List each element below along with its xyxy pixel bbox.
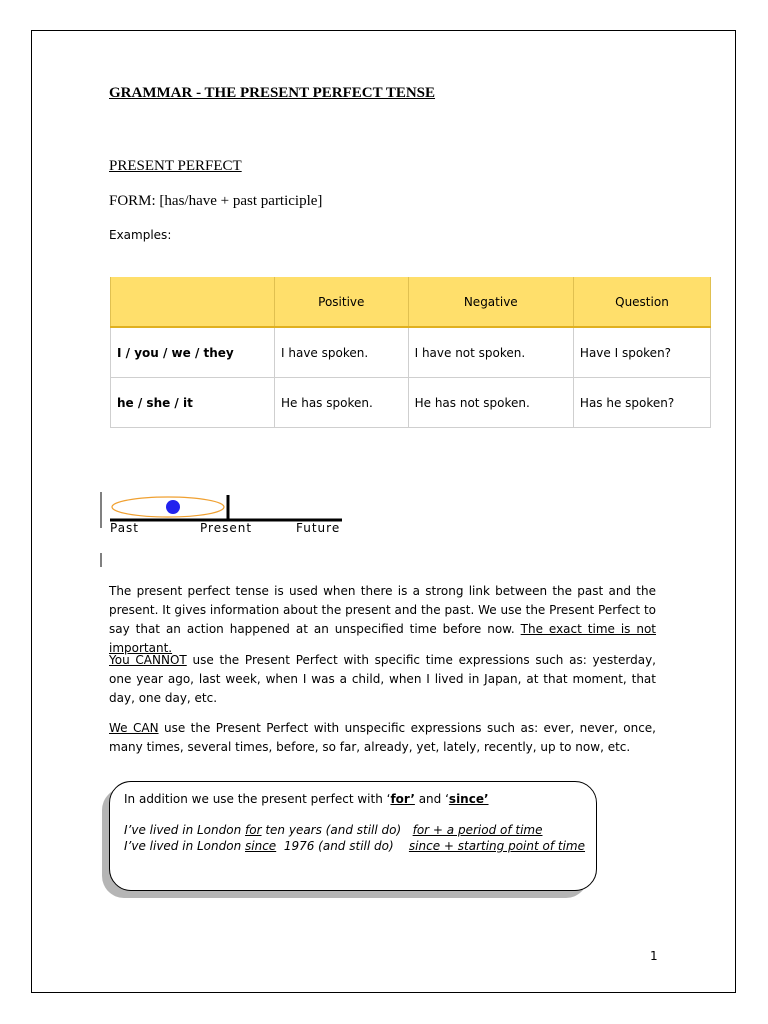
callout-box: [109, 781, 597, 891]
example-keyword: for: [245, 823, 262, 837]
example-keyword: since: [245, 839, 277, 853]
table-header-cell: Question: [573, 277, 710, 327]
example-text: 1976 (and still do): [276, 839, 409, 853]
action-dot: [166, 500, 180, 514]
emphasis-text: You CANNOT: [109, 653, 187, 667]
paragraph-usage: [109, 582, 656, 658]
timeline-label-past: Past: [110, 521, 140, 535]
timeline-label-future: Future: [296, 521, 341, 535]
table-cell: Have I spoken?: [573, 327, 710, 378]
table-cell: He has spoken.: [275, 378, 409, 428]
table-header-row: [111, 277, 711, 327]
paragraph-text: use the Present Perfect with specific time expressions such as: yesterday, one year ago, last week, when I was a child, when I lived in Japan, at that moment, that day, one day, etc.: [109, 653, 656, 705]
table-cell: Has he spoken?: [573, 378, 710, 428]
paragraph-text: use the Present Perfect with unspecific expressions such as: ever, never, once, many times, several times, before, so far, already, yet, lately, recently, up to now, etc.: [109, 721, 656, 754]
table-cell: I have spoken.: [275, 327, 409, 378]
keyword-for: for’: [390, 792, 415, 806]
example-text: I’ve lived in London: [124, 839, 246, 853]
form-line: FORM: [has/have + past participle]: [109, 193, 323, 209]
keyword-since: since’: [448, 792, 489, 806]
table-header-cell: Positive: [275, 277, 409, 327]
table-header-cell: [111, 277, 275, 327]
table-cell-subject: I / you / we / they: [111, 327, 275, 378]
paragraph-text: The present perfect tense is used when there is a strong link between the past and the present. It gives information about the present and the past. We use the Present Perfect to say that an action happened at an unspecified time before now.: [109, 584, 656, 636]
emphasis-text: We CAN: [109, 721, 159, 735]
timeline-label-present: Present: [200, 521, 253, 535]
paragraph-cannot: [109, 651, 656, 708]
callout-intro-text: In addition we use the present perfect with ‘: [124, 792, 391, 806]
conjugation-table: [110, 277, 711, 428]
table-row: [111, 327, 711, 378]
example-since: [124, 839, 585, 853]
table-cell: He has not spoken.: [408, 378, 573, 428]
section-heading: PRESENT PERFECT: [109, 158, 242, 174]
example-text: ten years (and still do): [261, 823, 413, 837]
example-rule: for + a period of time: [412, 823, 543, 837]
callout-and-text: and ‘: [414, 792, 449, 806]
page-number: 1: [650, 949, 658, 963]
table-cell-subject: he / she / it: [111, 378, 275, 428]
examples-label: Examples:: [109, 228, 172, 242]
document-title: GRAMMAR - THE PRESENT PERFECT TENSE: [109, 85, 436, 101]
table-header-cell: Negative: [408, 277, 573, 327]
emphasis-text: The exact time is not important.: [109, 622, 657, 655]
callout-intro: [124, 792, 489, 806]
table-row: [111, 378, 711, 428]
example-for: [124, 823, 543, 837]
paragraph-can: [109, 719, 656, 757]
table-cell: I have not spoken.: [408, 327, 573, 378]
example-rule: since + starting point of time: [408, 839, 586, 853]
example-text: I’ve lived in London: [124, 823, 246, 837]
